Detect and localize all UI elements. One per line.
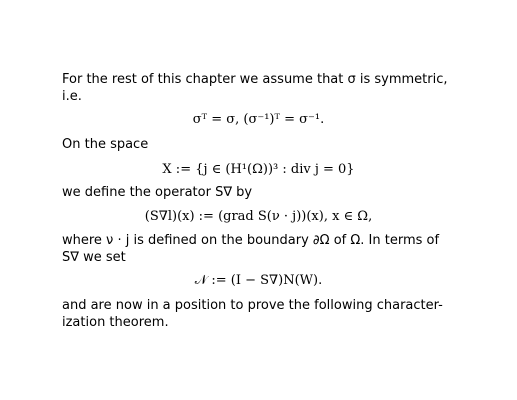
equation-symmetry: σᵀ = σ, (σ⁻¹)ᵀ = σ⁻¹. bbox=[192, 112, 325, 127]
equation-operator-definition: (S∇l)(x) := (grad S(ν · j))(x), x ∈ Ω, bbox=[144, 209, 373, 224]
paragraph-line: ization theorem. bbox=[62, 315, 169, 330]
paragraph-line: we define the operator S∇ by bbox=[62, 185, 253, 200]
paragraph-line: S∇ we set bbox=[62, 250, 126, 265]
equation-space-definition: X := {j ∈ (H¹(Ω))³ : div j = 0} bbox=[162, 162, 355, 177]
equation-n-definition: 𝒩 := (I − S∇)N(W). bbox=[194, 273, 323, 288]
paragraph-line: On the space bbox=[62, 137, 149, 152]
paragraph-line: and are now in a position to prove the following character- bbox=[62, 298, 443, 313]
paragraph-line: where ν · j is defined on the boundary ∂Ω of Ω. In terms of bbox=[62, 233, 440, 248]
paragraph-line: i.e. bbox=[62, 89, 82, 104]
paragraph-line: For the rest of this chapter we assume that σ is symmetric, bbox=[62, 72, 448, 87]
